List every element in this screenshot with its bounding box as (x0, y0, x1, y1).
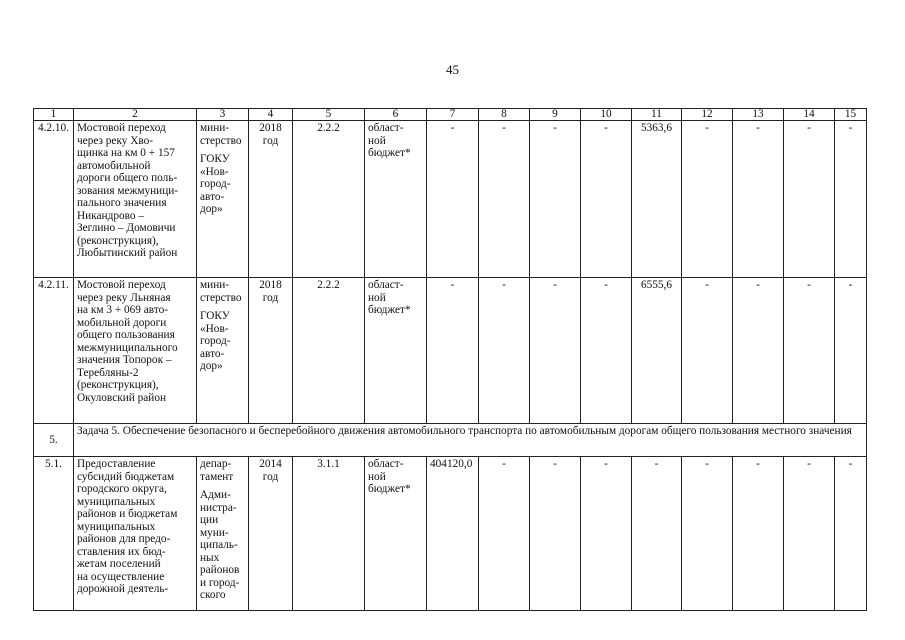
executor-main (200, 458, 245, 483)
text-line: год (262, 291, 279, 304)
text-line: Адми- (200, 489, 231, 501)
text-line: «Нов- (200, 322, 229, 335)
text-line: и город- (200, 576, 240, 589)
value-cell: - (682, 457, 733, 611)
header-row (34, 109, 867, 121)
col-header: 4 (249, 109, 293, 121)
text-line: ной (368, 134, 386, 147)
text-line: Зеглино – Домовичи (77, 222, 176, 234)
value-cell: - (682, 278, 733, 424)
text-line: на км 3 + 069 авто- (77, 304, 169, 316)
table-row (34, 278, 867, 424)
text-line: Любытинский район (77, 247, 178, 259)
executor (197, 457, 249, 611)
value-cell: - (733, 457, 784, 611)
text-line: год (262, 134, 279, 147)
text-line: ных (200, 551, 220, 564)
text-line: через реку Льняная (77, 291, 171, 304)
text-line: дороги общего поль- (77, 172, 178, 184)
executor-co (200, 489, 245, 602)
col-header: 11 (632, 109, 682, 121)
value-cell: - (479, 457, 530, 611)
col-header: 15 (835, 109, 867, 121)
task-row (34, 424, 867, 457)
col-header: 1 (34, 109, 74, 121)
executor-co (200, 310, 245, 373)
value-cell: - (784, 121, 835, 278)
text-line: зования межмуници- (77, 184, 179, 197)
target-code: 2.2.2 (293, 121, 365, 278)
text-line: ной (368, 291, 386, 304)
value-cell: - (632, 457, 682, 611)
value-cell: - (835, 457, 867, 611)
text-line: городского округа, (77, 483, 167, 495)
value-cell: - (581, 457, 632, 611)
text-line: ского (200, 589, 226, 601)
text-line: общего пользования (77, 329, 175, 341)
measure-name (74, 457, 197, 611)
value-cell: - (581, 121, 632, 278)
funding-source (365, 121, 427, 278)
text-line: мини- (200, 122, 230, 134)
executor-co (200, 153, 245, 216)
text-line: муни- (200, 526, 229, 539)
text-line: автомобильной (77, 159, 151, 172)
value-cell: - (733, 121, 784, 278)
text-line: ГОКУ (200, 153, 230, 165)
page-number: 45 (446, 62, 459, 77)
col-header: 3 (197, 109, 249, 121)
text-line: муниципальных (77, 520, 156, 533)
text-line: районов и бюджетам (77, 508, 178, 520)
executor (197, 121, 249, 278)
measure-name (74, 278, 197, 424)
value-cell: - (530, 121, 581, 278)
value-cell: 404120,0 (427, 457, 479, 611)
col-header: 14 (784, 109, 835, 121)
value-cell: 6555,6 (632, 278, 682, 424)
text-line: на осуществление (77, 570, 165, 583)
text-line: ГОКУ (200, 310, 230, 322)
text-line: год (262, 470, 279, 483)
text-line: районов (200, 564, 240, 576)
col-header: 7 (427, 109, 479, 121)
col-header: 9 (530, 109, 581, 121)
text-line: 2018 (259, 122, 282, 134)
col-header: 2 (74, 109, 197, 121)
text-line: бюджет* (368, 304, 411, 316)
text-line: Мостовой переход (77, 279, 166, 291)
value-cell: - (835, 121, 867, 278)
executor-main (200, 279, 245, 304)
task-number: 5. (34, 424, 74, 457)
text-line: 2018 (259, 279, 282, 291)
text-line: районов для предо- (77, 533, 171, 545)
text-line: щинка на км 0 + 157 (77, 147, 175, 159)
table-row (34, 457, 867, 611)
text-line: дорожной деятель- (77, 583, 169, 595)
col-header: 10 (581, 109, 632, 121)
row-number: 4.2.10. (34, 121, 74, 278)
year (249, 121, 293, 278)
year (249, 457, 293, 611)
col-header: 12 (682, 109, 733, 121)
text-line: дор» (200, 203, 223, 215)
table-row (34, 121, 867, 278)
value-cell: - (784, 278, 835, 424)
text-line: Окуловский район (77, 391, 167, 404)
year (249, 278, 293, 424)
text-line: авто- (200, 347, 225, 360)
text-line: Никандрово – (77, 209, 145, 222)
value-cell: - (581, 278, 632, 424)
text-line: ной (368, 470, 386, 483)
value-cell: - (835, 278, 867, 424)
text-line: Мостовой переход (77, 122, 166, 134)
value-cell: - (733, 278, 784, 424)
task-text: Задача 5. Обеспечение безопасного и бесперебойного движения автомобильного транспорта по автомобильным дорогам общего пользования местного значения (74, 424, 867, 457)
value-cell: - (427, 278, 479, 424)
text-line: ставления их бюд- (77, 545, 166, 558)
text-line: значения Топорок – (77, 354, 172, 366)
text-line: област- (368, 279, 404, 291)
funding-source (365, 278, 427, 424)
program-table (33, 108, 867, 611)
text-line: мобильной дороги (77, 316, 167, 329)
text-line: ципаль- (200, 539, 238, 551)
target-code: 3.1.1 (293, 457, 365, 611)
text-line: Теребляны-2 (77, 366, 139, 379)
value-cell: 5363,6 (632, 121, 682, 278)
row-number: 4.2.11. (34, 278, 74, 424)
text-line: депар- (200, 458, 232, 470)
text-line: муниципальных (77, 495, 156, 508)
text-line: бюджет* (368, 483, 411, 495)
col-header: 13 (733, 109, 784, 121)
text-line: 2014 (259, 458, 282, 470)
measure-name (74, 121, 197, 278)
value-cell: - (427, 121, 479, 278)
text-line: жетам поселений (77, 558, 161, 570)
value-cell: - (479, 121, 530, 278)
value-cell: - (530, 278, 581, 424)
executor-main (200, 122, 245, 147)
text-line: област- (368, 122, 404, 134)
text-line: област- (368, 458, 404, 470)
text-line: город- (200, 178, 231, 190)
text-line: через реку Хво- (77, 134, 154, 147)
text-line: (реконструкция), (77, 234, 159, 247)
text-line: межмуниципального (77, 341, 178, 354)
text-line: пального значения (77, 197, 167, 209)
text-line: город- (200, 335, 231, 347)
text-line: Предоставление (77, 458, 156, 470)
row-number: 5.1. (34, 457, 74, 611)
text-line: дор» (200, 360, 223, 372)
text-line: (реконструкция), (77, 379, 159, 391)
value-cell: - (682, 121, 733, 278)
executor (197, 278, 249, 424)
text-line: стерство (200, 134, 242, 147)
value-cell: - (530, 457, 581, 611)
text-line: бюджет* (368, 147, 411, 159)
text-line: субсидий бюджетам (77, 470, 175, 483)
text-line: стерство (200, 291, 242, 304)
col-header: 5 (293, 109, 365, 121)
col-header: 6 (365, 109, 427, 121)
text-line: тамент (200, 470, 234, 483)
text-line: «Нов- (200, 165, 229, 178)
target-code: 2.2.2 (293, 278, 365, 424)
text-line: мини- (200, 279, 230, 291)
col-header: 8 (479, 109, 530, 121)
text-line: нистра- (200, 501, 237, 514)
value-cell: - (784, 457, 835, 611)
text-line: ции (200, 514, 219, 526)
funding-source (365, 457, 427, 611)
text-line: авто- (200, 190, 225, 203)
value-cell: - (479, 278, 530, 424)
